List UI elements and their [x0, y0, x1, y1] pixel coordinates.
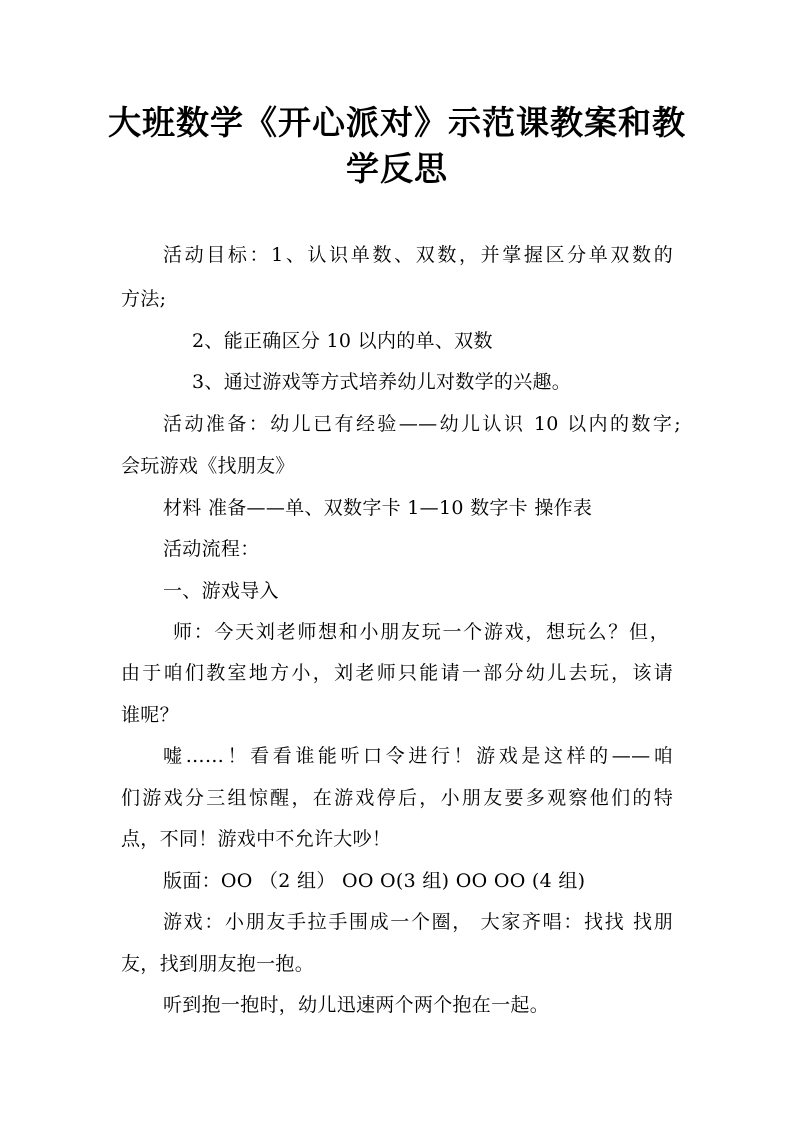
paragraph-line: 会玩游戏《找朋友》: [121, 455, 295, 477]
paragraph-line: 师：今天刘老师想和小朋友玩一个游戏，想玩么？但，: [173, 621, 669, 643]
paragraph-line: 活动流程：: [163, 538, 260, 560]
paragraph-line: 游戏：小朋友手拉手围成一个圈， 大家齐唱：找找 找朋: [163, 911, 673, 933]
paragraph-line: 嘘……！看看谁能听口令进行！游戏是这样的——咱: [163, 745, 673, 767]
paragraph-line: 谁呢？: [121, 704, 179, 726]
title-line-2: 学反思: [346, 149, 448, 188]
paragraph-line: 方法;: [121, 288, 167, 310]
paragraph-line: 听到抱一抱时，幼儿迅速两个两个抱在一起。: [163, 994, 550, 1016]
paragraph-line: 们游戏分三组惊醒，在游戏停后，小朋友要多观察他们的特: [121, 787, 673, 809]
paragraph-line: 活动准备：幼儿已有经验——幼儿认识 10 以内的数字;: [163, 413, 681, 435]
paragraph-line: 2、能正确区分 10 以内的单、双数: [192, 330, 493, 352]
paragraph-line: 一、游戏导入: [163, 580, 279, 602]
title-line-1: 大班数学《开心派对》示范课教案和教: [108, 103, 686, 142]
paragraph-line: 友，找到朋友抱一抱。: [121, 953, 315, 975]
paragraph-line: 材料 准备——单、双数字卡 1—10 数字卡 操作表: [163, 497, 593, 519]
paragraph-line: 点，不同！游戏中不允许大吵！: [121, 828, 392, 850]
paragraph-line: 活动目标：1、认识单数、双数，并掌握区分单双数的: [163, 244, 673, 266]
paragraph-line: 3、通过游戏等方式培养幼儿对数学的兴趣。: [192, 371, 572, 393]
paragraph-line: 版面：OO （2 组） OO O(3 组) OO OO (4 组): [163, 870, 586, 892]
paragraph-line: 由于咱们教室地方小，刘老师只能请一部分幼儿去玩，该请: [121, 662, 673, 684]
document-title: [100, 100, 694, 192]
